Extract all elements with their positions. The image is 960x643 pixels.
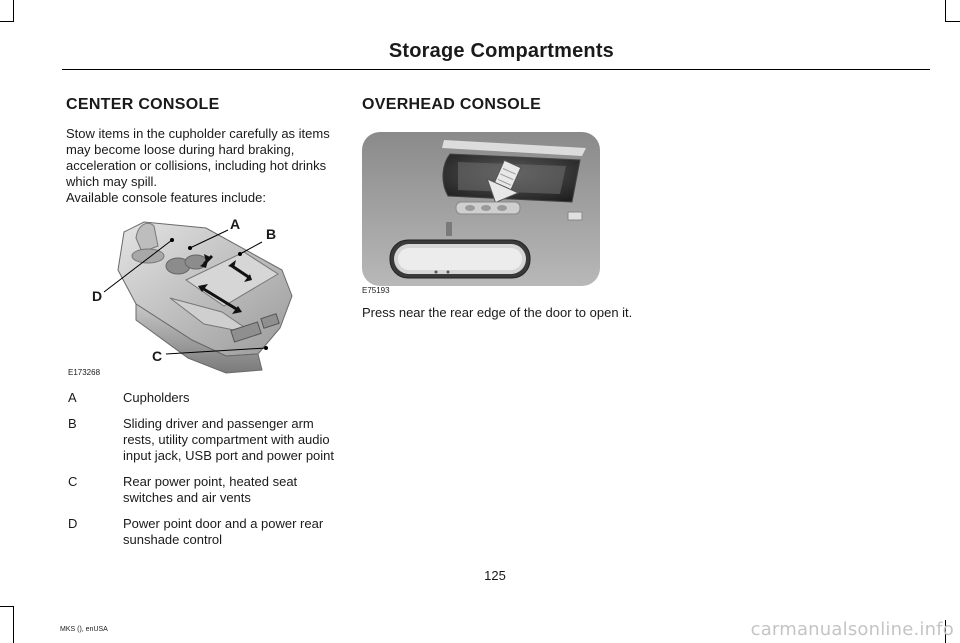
- crop-mark-top-left-h: [0, 21, 14, 22]
- center-console-legend: [68, 390, 338, 558]
- legend-item-a: [68, 390, 338, 406]
- crop-mark-top-right-v: [945, 0, 946, 22]
- center-console-figure: [66, 208, 338, 380]
- callout-label-b: B: [266, 226, 277, 242]
- overhead-console-figure-code: E75193: [362, 286, 390, 295]
- center-console-illustration: [66, 208, 338, 380]
- callout-label-d: D: [92, 288, 103, 304]
- overhead-console-heading: OVERHEAD CONSOLE: [362, 96, 542, 113]
- center-console-heading: CENTER CONSOLE: [66, 96, 220, 113]
- overhead-console-figure: [362, 132, 632, 294]
- crop-mark-top-right-h: [945, 21, 960, 22]
- crop-mark-top-left-v: [13, 0, 14, 22]
- overhead-console-photo: [362, 132, 632, 294]
- center-console-intro: Stow items in the cupholder carefully as items may become loose during hard braking, acceleration or collisions, including hot drinks which may spill.: [66, 126, 330, 189]
- legend-key: C: [68, 474, 78, 489]
- legend-key: B: [68, 416, 77, 431]
- legend-text: Sliding driver and passenger arm rests, utility compartment with audio input jack, USB port and power point: [123, 416, 335, 463]
- legend-text: Power point door and a power rear sunshade control: [123, 516, 324, 547]
- legend-key: D: [68, 516, 78, 531]
- legend-key: A: [68, 390, 77, 405]
- crop-mark-bottom-left-v: [13, 606, 14, 643]
- legend-item-c: [68, 474, 338, 506]
- page-header-title: Storage Compartments: [388, 40, 614, 62]
- crop-mark-bottom-left-h: [0, 606, 14, 607]
- legend-item-b: [68, 416, 338, 464]
- legend-text: Cupholders: [123, 390, 190, 405]
- callout-label-c: C: [152, 348, 163, 364]
- watermark: carmanualsonline.info: [750, 619, 954, 640]
- legend-item-d: [68, 516, 338, 548]
- header-rule: [62, 69, 930, 70]
- overhead-console-instruction: Press near the rear edge of the door to open it.: [362, 305, 633, 320]
- legend-text: Rear power point, heated seat switches and air vents: [123, 474, 298, 505]
- center-console-figure-code: E173268: [68, 368, 101, 377]
- callout-label-a: A: [230, 216, 241, 232]
- center-console-features-intro: Available console features include:: [66, 190, 266, 205]
- page-number: 125: [484, 568, 506, 583]
- footer-model-locale: MKS (), enUSA: [60, 626, 108, 633]
